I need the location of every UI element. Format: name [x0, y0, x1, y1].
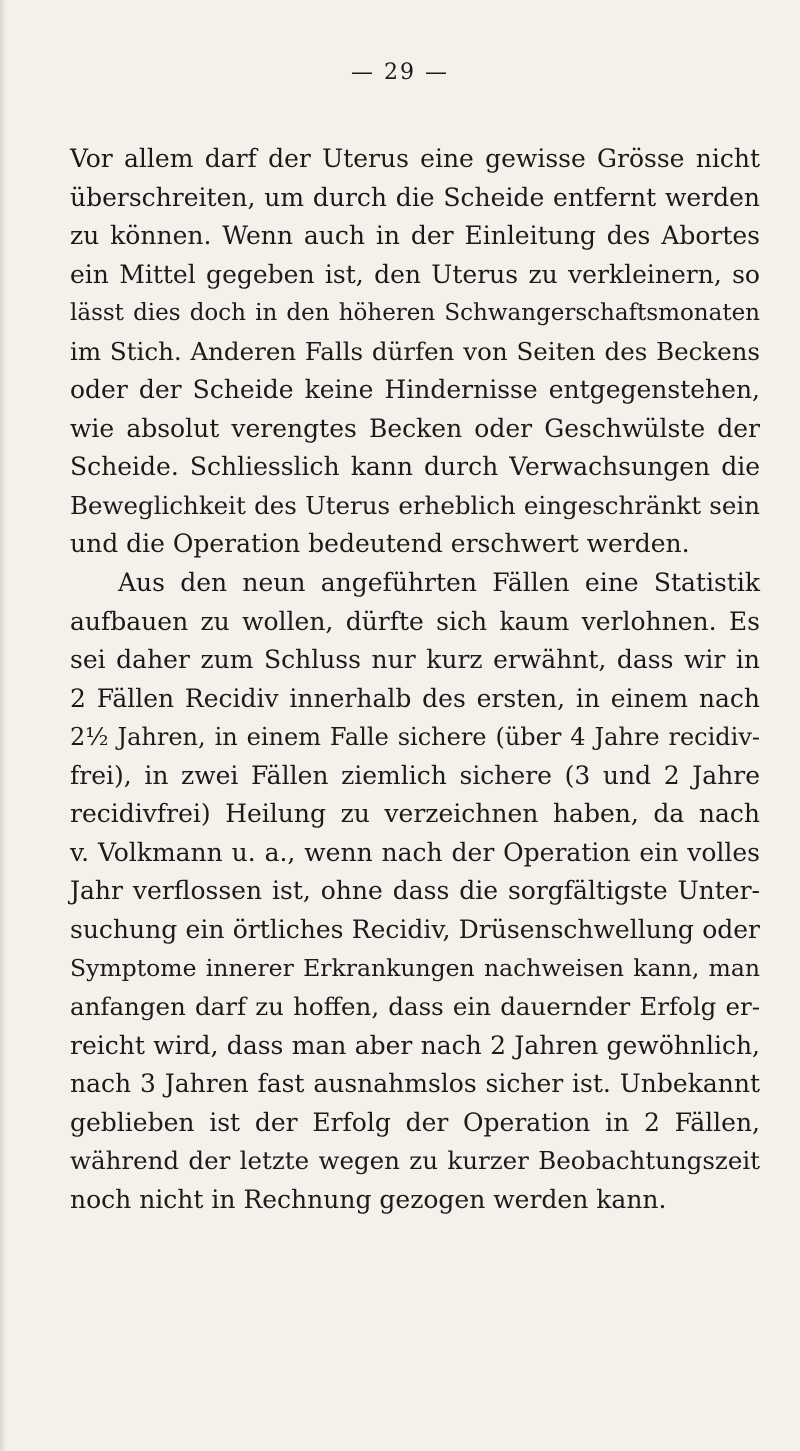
text-line: während der letzte wegen zu kurzer Beobachtungszeit: [70, 1146, 760, 1176]
text-line: sei daher zum Schluss nur kurz erwähnt, dass wir in: [70, 645, 760, 675]
text-line: 2½ Jahren, in einem Falle sichere (über 4 Jahre recidiv-: [70, 723, 760, 752]
text-line: Beweglichkeit des Uterus erheblich eingeschränkt sein: [70, 490, 760, 520]
body-text: [70, 140, 760, 1219]
text-line: oder der Scheide keine Hindernisse entgegenstehen,: [70, 375, 760, 405]
text-line: suchung ein örtliches Recidiv, Drüsenschwellung oder: [70, 914, 760, 944]
text-line: frei), in zwei Fällen ziemlich sichere (3 und 2 Jahre: [70, 760, 760, 790]
text-line: Aus den neun angeführten Fällen eine Statistik: [118, 568, 760, 598]
text-line: aufbauen zu wollen, dürfte sich kaum verlohnen. Es: [70, 606, 760, 636]
text-line: Jahr verflossen ist, ohne dass die sorgfältigste Unter-: [70, 876, 760, 906]
text-line: im Stich. Anderen Falls dürfen von Seiten des Beckens: [70, 336, 760, 366]
text-line: Scheide. Schliesslich kann durch Verwachsungen die: [70, 452, 760, 482]
text-line: recidivfrei) Heilung zu verzeichnen haben, da nach: [70, 799, 760, 829]
text-line: nach 3 Jahren fast ausnahmslos sicher ist. Unbekannt: [70, 1069, 760, 1099]
text-line: anfangen darf zu hoffen, dass ein dauernder Erfolg er-: [70, 992, 760, 1022]
text-line: v. Volkmann u. a., wenn nach der Operation ein volles: [70, 837, 760, 867]
text-line: überschreiten, um durch die Scheide entfernt werden: [70, 182, 760, 212]
text-line: noch nicht in Rechnung gezogen werden kann.: [70, 1184, 667, 1214]
page-edge-shadow: [0, 0, 6, 1451]
text-line: ein Mittel gegeben ist, den Uterus zu verkleinern, so: [70, 259, 760, 289]
text-line: geblieben ist der Erfolg der Operation in 2 Fällen,: [70, 1107, 760, 1137]
text-line: wie absolut verengtes Becken oder Geschwülste der: [70, 413, 760, 443]
page-number: — 29 —: [351, 60, 449, 85]
text-line: Vor allem darf der Uterus eine gewisse Grösse nicht: [70, 144, 760, 173]
text-line: reicht wird, dass man aber nach 2 Jahren gewöhnlich,: [70, 1030, 760, 1060]
text-line: 2 Fällen Recidiv innerhalb des ersten, in einem nach: [70, 683, 760, 713]
text-line: und die Operation bedeutend erschwert werden.: [70, 529, 690, 559]
text-line: lässt dies doch in den höheren Schwangerschaftsmonaten: [70, 300, 760, 327]
text-line: Symptome innerer Erkrankungen nachweisen kann, man: [70, 954, 760, 983]
text-line: zu können. Wenn auch in der Einleitung des Abortes: [70, 221, 760, 251]
